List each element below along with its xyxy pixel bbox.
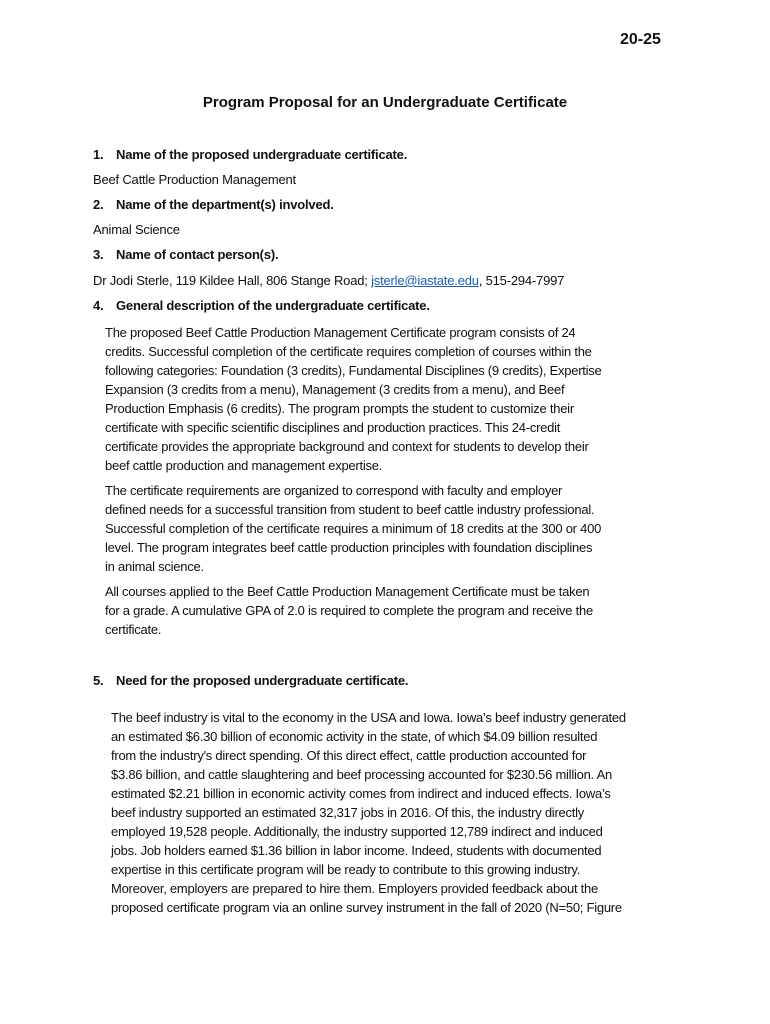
paragraph-line: proposed certificate program via an online survey instrument in the fall of 2020 (N=50; Figure (111, 900, 622, 915)
section-4-paragraph-1 (105, 323, 602, 475)
section-heading-text: Name of the department(s) involved. (116, 197, 334, 212)
paragraph-line: All courses applied to the Beef Cattle Production Management Certificate must be taken (105, 584, 590, 599)
paragraph-line: beef industry supported an estimated 32,317 jobs in 2016. Of this, the industry directly (111, 805, 585, 820)
section-number: 4. (93, 298, 104, 313)
paragraph-line: The certificate requirements are organized to correspond with faculty and employer (105, 483, 563, 498)
paragraph-line: Successful completion of the certificate requires a minimum of 18 credits at the 300 or 400 (105, 521, 602, 536)
paragraph-line: in animal science. (105, 559, 204, 574)
paragraph-line: Production Emphasis (6 credits). The program prompts the student to customize their (105, 401, 574, 416)
section-3-answer (93, 273, 564, 288)
paragraph-line: certificate with specific scientific disciplines and production practices. This 24-credit (105, 420, 561, 435)
paragraph-line: an estimated $6.30 billion of economic activity in the state, of which $4.09 billion resulted (111, 729, 598, 744)
section-1-answer: Beef Cattle Production Management (93, 172, 296, 187)
paragraph-line: following categories: Foundation (3 credits), Fundamental Disciplines (9 credits), Expertise (105, 363, 602, 378)
paragraph-line: expertise in this certificate program will be ready to contribute to this growing industry. (111, 862, 581, 877)
paragraph-line: certificate. (105, 622, 162, 637)
contact-email-link[interactable]: jsterle@iastate.edu (371, 273, 479, 288)
page-number: 20-25 (620, 31, 661, 48)
contact-details: Dr Jodi Sterle, 119 Kildee Hall, 806 Stange Road; (93, 273, 372, 288)
paragraph-line: beef cattle production and management expertise. (105, 458, 383, 473)
paragraph-line: from the industry's direct spending. Of this direct effect, cattle production accounted for (111, 748, 587, 763)
document-title: Program Proposal for an Undergraduate Certificate (202, 94, 568, 111)
paragraph-line: certificate provides the appropriate background and context for students to develop their (105, 439, 589, 454)
section-2-answer: Animal Science (93, 222, 180, 237)
paragraph-line: The beef industry is vital to the economy in the USA and Iowa. Iowa’s beef industry generated (111, 710, 626, 725)
section-heading-text: Need for the proposed undergraduate certificate. (116, 673, 409, 688)
section-4-heading (93, 298, 430, 313)
section-3-heading (93, 247, 278, 262)
paragraph-line: level. The program integrates beef cattle production principles with foundation disciplines (105, 540, 593, 555)
section-heading-text: General description of the undergraduate certificate. (116, 298, 430, 313)
paragraph-line: defined needs for a successful transition from student to beef cattle industry professional. (105, 502, 595, 517)
section-5-paragraph (111, 708, 626, 917)
section-4-paragraph-2 (105, 481, 601, 576)
section-1-heading (93, 147, 407, 162)
section-heading-text: Name of the proposed undergraduate certificate. (116, 147, 408, 162)
paragraph-line: credits. Successful completion of the certificate requires completion of courses within the (105, 344, 592, 359)
section-heading-text: Name of contact person(s). (116, 247, 279, 262)
paragraph-line: jobs. Job holders earned $1.36 billion in labor income. Indeed, students with documented (111, 843, 602, 858)
paragraph-line: Expansion (3 credits from a menu), Management (3 credits from a menu), and Beef (105, 382, 565, 397)
paragraph-line: estimated $2.21 billion in economic activity comes from indirect and induced effects. Iowa’s (111, 786, 611, 801)
section-2-heading (93, 197, 334, 212)
section-number: 3. (93, 247, 104, 262)
section-number: 2. (93, 197, 104, 212)
contact-phone: , 515-294-7997 (478, 273, 565, 288)
paragraph-line: for a grade. A cumulative GPA of 2.0 is required to complete the program and receive the (105, 603, 593, 618)
section-number: 1. (93, 147, 104, 162)
section-5-heading (93, 673, 408, 688)
section-number: 5. (93, 673, 104, 688)
paragraph-line: $3.86 billion, and cattle slaughtering and beef processing accounted for $230.56 million. An (111, 767, 612, 782)
paragraph-line: employed 19,528 people. Additionally, the industry supported 12,789 indirect and induced (111, 824, 603, 839)
paragraph-line: The proposed Beef Cattle Production Management Certificate program consists of 24 (105, 325, 576, 340)
section-4-paragraph-3 (105, 582, 593, 639)
paragraph-line: Moreover, employers are prepared to hire them. Employers provided feedback about the (111, 881, 598, 896)
